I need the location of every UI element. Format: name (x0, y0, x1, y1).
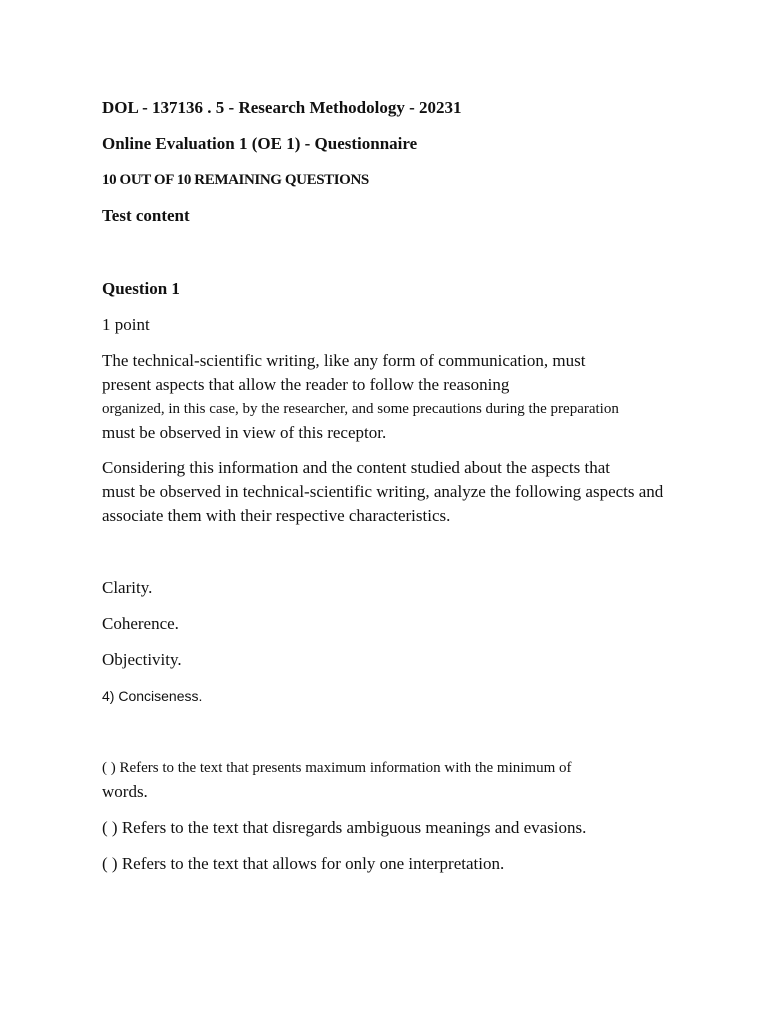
aspect-item: Coherence. (102, 614, 179, 633)
evaluation-title: Online Evaluation 1 (OE 1) - Questionnaire (102, 134, 418, 153)
aspect-item: Objectivity. (102, 650, 182, 669)
paragraph-line: Considering this information and the content studied about the aspects that (102, 458, 611, 477)
remaining-questions-counter: 10 OUT OF 10 REMAINING QUESTIONS (102, 172, 369, 188)
paragraph-line: organized, in this case, by the researcher, and some precautions during the preparation (102, 401, 619, 417)
aspect-item: Clarity. (102, 578, 153, 597)
paragraph-line: must be observed in view of this receptor. (102, 423, 387, 442)
aspect-item: 4) Conciseness. (102, 688, 203, 704)
paragraph-line: must be observed in technical-scientific writing, analyze the following aspects and (102, 482, 664, 501)
question-title: Question 1 (102, 279, 180, 298)
paragraph-line: present aspects that allow the reader to follow the reasoning (102, 375, 510, 394)
section-heading: Test content (102, 206, 190, 225)
statement-item: ( ) Refers to the text that allows for only one interpretation. (102, 854, 505, 873)
paragraph-line: associate them with their respective characteristics. (102, 506, 451, 525)
statement-item: ( ) Refers to the text that disregards ambiguous meanings and evasions. (102, 818, 587, 837)
paragraph-line: The technical-scientific writing, like any form of communication, must (102, 351, 586, 370)
statement-item-continuation: words. (102, 782, 148, 801)
course-title: DOL - 137136 . 5 - Research Methodology - 20231 (102, 98, 462, 117)
statement-item: ( ) Refers to the text that presents maximum information with the minimum of (102, 760, 572, 776)
question-points: 1 point (102, 315, 150, 334)
